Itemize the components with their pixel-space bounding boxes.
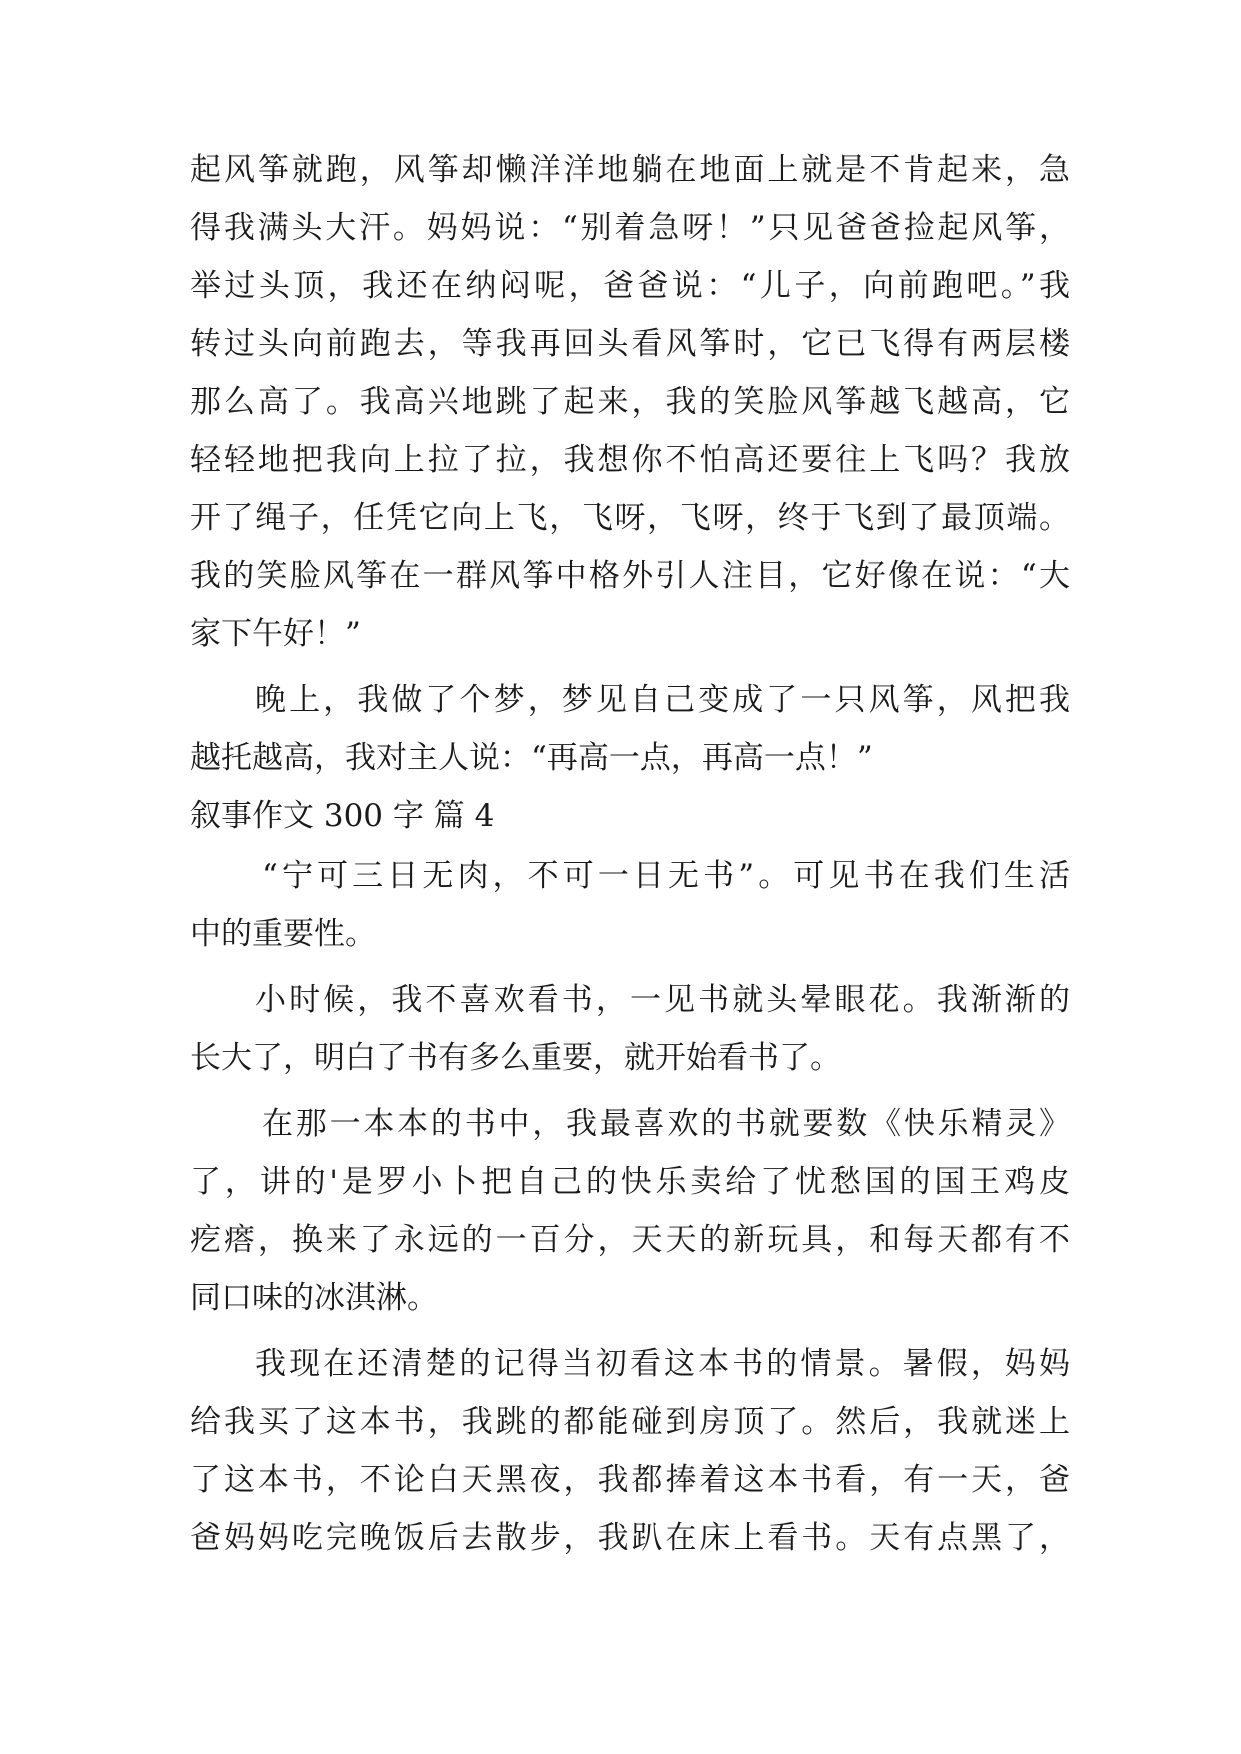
text-line: 轻轻地把我向上拉了拉，我想你不怕高还要往上飞吗？我放	[190, 442, 1070, 478]
text-line: 在那一本本的书中，我最喜欢的书就要数《快乐精灵》	[262, 1106, 1070, 1142]
text-line: 越托越高，我对主人说：“再高一点，再高一点！”	[190, 740, 873, 776]
text-line: “宁可三日无肉，不可一日无书”。可见书在我们生活	[262, 858, 1070, 894]
text-line: 举过头顶，我还在纳闷呢，爸爸说：“儿子，向前跑吧。”我	[190, 268, 1070, 304]
text-line: 我的笑脸风筝在一群风筝中格外引人注目，它好像在说：“大	[190, 558, 1070, 594]
text-line: 疙瘩，换来了永远的一百分，天天的新玩具，和每天都有不	[190, 1222, 1070, 1258]
text-line: 转过头向前跑去，等我再回头看风筝时，它已飞得有两层楼	[190, 326, 1070, 362]
text-line: 同口味的冰淇淋。	[190, 1280, 438, 1316]
text-line: 长大了，明白了书有多么重要，就开始看书了。	[190, 1040, 841, 1076]
text-line: 开了绳子，任凭它向上飞，飞呀，飞呀，终于飞到了最顶端。	[190, 500, 1070, 536]
section-heading: 叙事作文 300 字 篇 4	[190, 798, 495, 834]
text-line: 得我满头大汗。妈妈说：“别着急呀！”只见爸爸捡起风筝，	[190, 210, 1070, 246]
text-line: 我现在还清楚的记得当初看这本书的情景。暑假，妈妈	[255, 1346, 1070, 1382]
text-line: 了，讲的'是罗小卜把自己的快乐卖给了忧愁国的国王鸡皮	[190, 1164, 1070, 1200]
text-line: 那么高了。我高兴地跳了起来，我的笑脸风筝越飞越高，它	[190, 384, 1070, 420]
text-line: 起风筝就跑，风筝却懒洋洋地躺在地面上就是不肯起来，急	[190, 152, 1070, 188]
text-line: 小时候，我不喜欢看书，一见书就头晕眼花。我渐渐的	[255, 982, 1070, 1018]
text-line: 给我买了这本书，我跳的都能碰到房顶了。然后，我就迷上	[190, 1404, 1070, 1440]
text-line: 了这本书，不论白天黑夜，我都捧着这本书看，有一天，爸	[190, 1462, 1070, 1498]
text-line: 中的重要性。	[190, 916, 376, 952]
text-line: 爸妈妈吃完晚饭后去散步，我趴在床上看书。天有点黑了，	[190, 1520, 1070, 1556]
text-line: 家下午好！”	[190, 616, 361, 652]
text-line: 晚上，我做了个梦，梦见自己变成了一只风筝，风把我	[255, 682, 1070, 718]
